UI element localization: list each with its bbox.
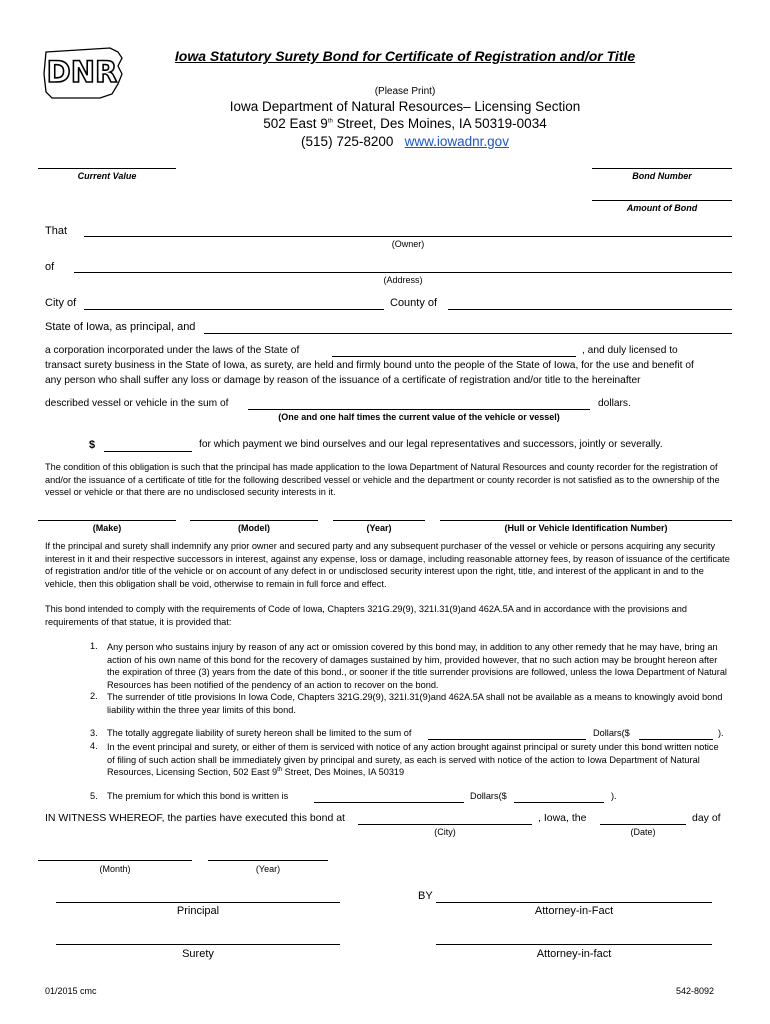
website-link[interactable]: www.iowadnr.gov [404, 134, 509, 149]
footer-form-number: 542-8092 [676, 986, 715, 996]
hull-vin-field[interactable] [440, 520, 732, 521]
item4-number: 4. [90, 741, 98, 751]
city-field[interactable] [84, 309, 384, 310]
item2-number: 2. [90, 691, 98, 701]
witness-year-caption: (Year) [255, 864, 281, 874]
iowa-the-label: , Iowa, the [538, 812, 587, 824]
county-of-label: County of [390, 297, 438, 309]
witness-city-caption: (City) [434, 827, 456, 837]
sum-field[interactable] [248, 409, 590, 410]
duly-licensed-label: , and duly licensed to [582, 345, 678, 356]
department-name: Iowa Department of Natural Resources– Licensing Section [229, 99, 581, 114]
amount-of-bond-field[interactable] [592, 200, 732, 201]
surety-signature-field[interactable] [56, 944, 340, 945]
that-label: That [45, 225, 68, 237]
item4-text: In the event principal and surety, or either of them is serviced with notice of any action brought against principal or surety under this bond written notice of filing of such action shall be immediately given by principal and surety, as each is served with notice of the action to Iowa Department of Natural Resources, Licensing Section, 502 East 9th Street, Des Moines, IA 50319 [107, 742, 719, 778]
owner-caption: (Owner) [391, 239, 425, 249]
item5-number: 5. [90, 791, 98, 801]
owner-field[interactable] [84, 236, 732, 237]
make-label: (Make) [92, 523, 122, 533]
logo-text: DNR [46, 55, 118, 89]
county-field[interactable] [448, 309, 732, 310]
surety-company-field[interactable] [204, 333, 732, 334]
payment-text: for which payment we bind ourselves and our legal representatives and successors, jointly or severally. [199, 439, 663, 450]
item3-dollars: Dollars($ [593, 728, 630, 738]
please-print: (Please Print) [374, 86, 436, 97]
dollars-label: dollars. [598, 398, 631, 409]
form-title: Iowa Statutory Surety Bond for Certificate of Registration and/or Title [174, 48, 636, 64]
day-of-label: day of [692, 812, 721, 824]
comply-paragraph: This bond intended to comply with the requirements of Code of Iowa, Chapters 321G.29(9), 321I.31(9)and 462A.5A and in accordance with the provisions and requirements of that statue, it is provided that: [45, 604, 687, 627]
payment-amount-field[interactable] [104, 451, 192, 452]
witness-city-field[interactable] [358, 824, 532, 825]
address-caption: (Address) [383, 275, 423, 285]
phone: (515) 725-8200 [301, 134, 394, 149]
corp-line-label: a corporation incorporated under the laws of the State of [45, 345, 300, 356]
footer-revision: 01/2015 cmc [45, 986, 97, 996]
witness-text: IN WITNESS WHEREOF, the parties have executed this bond at [45, 812, 345, 824]
premium-amount-field[interactable] [514, 802, 604, 803]
dollar-sign: $ [89, 439, 96, 451]
item5-dollars: Dollars($ [470, 791, 507, 801]
bond-number-field[interactable] [592, 168, 732, 169]
attorney-caption-2: Attorney-in-fact [536, 948, 612, 960]
bond-number-label: Bond Number [632, 171, 692, 181]
item3-text: The totally aggregate liability of surety hereon shall be limited to the sum of [107, 728, 412, 738]
item3-close: ). [718, 728, 724, 738]
described-label: described vessel or vehicle in the sum of [45, 398, 229, 409]
item2-text: The surrender of title provisions In Iowa Code, Chapters 321G.29(9), 321I.31(9)and 462A.5A shall not be available as a means to knowingly avoid bond liability within the three year limits of this bond. [107, 692, 723, 715]
attorney-signature-field-1[interactable] [436, 902, 712, 903]
item5-close: ). [611, 791, 617, 801]
item1-number: 1. [90, 641, 98, 651]
one-half-note: (One and one half times the current value of the vehicle or vessel) [278, 412, 560, 422]
state-incorporated-field[interactable] [332, 356, 576, 357]
witness-day-field[interactable] [600, 824, 686, 825]
by-label: BY [418, 890, 433, 902]
transact-text: transact surety business in the State of Iowa, as surety, are held and firmly bound unto the people of the State of Iowa, for the use and benefit of [45, 360, 694, 371]
any-person-text: any person who shall suffer any loss or damage by reason of the issuance of a certificate of registration and/or title to the hereinafter [45, 375, 641, 386]
witness-month-caption: (Month) [99, 864, 131, 874]
item5-text: The premium for which this bond is written is [107, 791, 289, 801]
make-field[interactable] [38, 520, 176, 521]
of-label: of [45, 261, 55, 273]
witness-year-field[interactable] [208, 860, 328, 861]
principal-caption: Principal [176, 905, 220, 917]
model-label: (Model) [238, 523, 270, 533]
premium-words-field[interactable] [314, 802, 464, 803]
department-address: 502 East 9th Street, Des Moines, IA 50319-0034 [263, 116, 547, 131]
item3-number: 3. [90, 728, 98, 738]
contact-line [0, 134, 770, 149]
item1-text: Any person who sustains injury by reason of any act or omission covered by this bond may, in addition to any other remedy that he may have, bring an action of his own name of this bond for the recovery of damages sustained by him, provided however, that no such action may be brought hereon after the expiration of three (3) years from the date of this bond., or sooner if the title surrender provisions are followed, unless the Iowa Department of Natural Resources has been notified of the pendency of an action to recover on the bond. [107, 642, 727, 690]
model-field[interactable] [190, 520, 318, 521]
attorney-caption-1: Attorney-in-Fact [534, 905, 614, 917]
surety-caption: Surety [182, 948, 214, 960]
state-principal-label: State of Iowa, as principal, and [45, 321, 196, 333]
city-of-label: City of [45, 297, 77, 309]
hull-vin-label: (Hull or Vehicle Identification Number) [504, 523, 668, 533]
liability-amount-field[interactable] [639, 739, 713, 740]
current-value-label: Current Value [77, 171, 137, 181]
year-field[interactable] [333, 520, 425, 521]
amount-of-bond-label: Amount of Bond [626, 203, 698, 213]
witness-date-caption: (Date) [630, 827, 656, 837]
witness-month-field[interactable] [38, 860, 192, 861]
liability-words-field[interactable] [428, 739, 586, 740]
year-label: (Year) [366, 523, 392, 533]
attorney-signature-field-2[interactable] [436, 944, 712, 945]
current-value-field[interactable] [38, 168, 176, 169]
indemnify-paragraph: If the principal and surety shall indemnify any prior owner and secured party and any subsequent purchaser of the vessel or vehicle or persons acquiring any security interest in it and their respective successors in interest, against any expense, loss or damage, including reasonable attorney fees, by reason of issuance of the certificate of registration and/or title of the vehicle or on account of any defect in or undisclosed security interest upon the right, title, and interest of the applicant in and to the vehicle, then this obligation shall be void, otherwise to remain in full force and effect. [45, 541, 730, 589]
principal-signature-field[interactable] [56, 902, 340, 903]
condition-paragraph: The condition of this obligation is such that the principal has made application to the Iowa Department of Natural Resources and county recorder for the registration of and/or the issuance of a certificate of title for the following described vessel or vehicle and the department or county recorder is not satisfied as to the ownership of the vessel or vehicle or that there are no undisclosed security interests in it. [45, 462, 720, 498]
address-field[interactable] [74, 272, 732, 273]
